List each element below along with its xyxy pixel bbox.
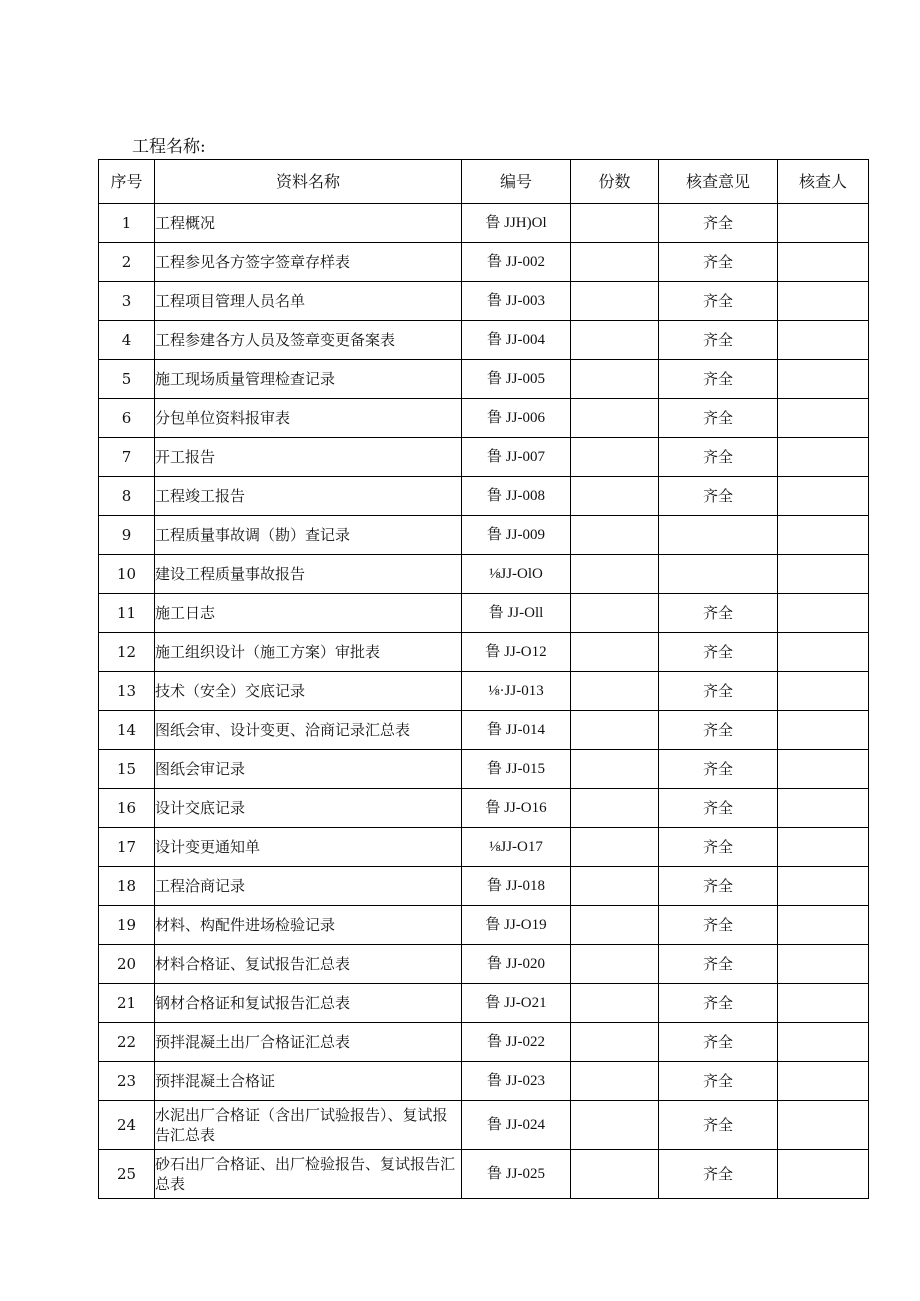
row-checker xyxy=(778,711,869,750)
row-seq: 16 xyxy=(99,789,155,828)
table-row xyxy=(99,750,869,789)
row-copies xyxy=(571,906,659,945)
row-code: 鲁 JJ-006 xyxy=(462,399,571,438)
row-opinion: 齐全 xyxy=(659,399,778,438)
table-row xyxy=(99,399,869,438)
row-opinion: 齐全 xyxy=(659,633,778,672)
row-opinion: 齐全 xyxy=(659,711,778,750)
row-opinion: 齐全 xyxy=(659,438,778,477)
row-code: 鲁 JJH)Ol xyxy=(462,204,571,243)
row-copies xyxy=(571,984,659,1023)
row-checker xyxy=(778,477,869,516)
row-seq: 22 xyxy=(99,1023,155,1062)
row-name: 施工现场质量管理检查记录 xyxy=(155,360,462,399)
row-copies xyxy=(571,633,659,672)
row-seq: 25 xyxy=(99,1150,155,1199)
row-name: 工程概况 xyxy=(155,204,462,243)
row-name: 施工日志 xyxy=(155,594,462,633)
row-checker xyxy=(778,672,869,711)
table-row xyxy=(99,204,869,243)
row-copies xyxy=(571,282,659,321)
row-checker xyxy=(778,828,869,867)
row-seq: 1 xyxy=(99,204,155,243)
row-seq: 11 xyxy=(99,594,155,633)
row-opinion: 齐全 xyxy=(659,828,778,867)
row-seq: 15 xyxy=(99,750,155,789)
row-opinion: 齐全 xyxy=(659,360,778,399)
row-code: ⅛·JJ-013 xyxy=(462,672,571,711)
row-checker xyxy=(778,633,869,672)
row-opinion: 齐全 xyxy=(659,282,778,321)
row-name: 工程竣工报告 xyxy=(155,477,462,516)
row-checker xyxy=(778,1023,869,1062)
row-seq: 3 xyxy=(99,282,155,321)
row-code: ⅛JJ-O17 xyxy=(462,828,571,867)
row-seq: 6 xyxy=(99,399,155,438)
row-opinion: 齐全 xyxy=(659,750,778,789)
row-opinion: 齐全 xyxy=(659,1101,778,1150)
row-name: 建设工程质量事故报告 xyxy=(155,555,462,594)
row-seq: 2 xyxy=(99,243,155,282)
table-row xyxy=(99,906,869,945)
row-name: 砂石出厂合格证、出厂检验报告、复试报告汇总表 xyxy=(155,1150,462,1199)
row-name: 工程参建各方人员及签章变更备案表 xyxy=(155,321,462,360)
row-opinion: 齐全 xyxy=(659,594,778,633)
row-seq: 18 xyxy=(99,867,155,906)
table-row xyxy=(99,633,869,672)
project-name-label: 工程名称: xyxy=(132,137,206,157)
row-seq: 17 xyxy=(99,828,155,867)
row-code: 鲁 JJ-002 xyxy=(462,243,571,282)
table-row xyxy=(99,555,869,594)
table-row xyxy=(99,243,869,282)
table-row xyxy=(99,828,869,867)
row-checker xyxy=(778,867,869,906)
row-code: 鲁 JJ-025 xyxy=(462,1150,571,1199)
row-seq: 21 xyxy=(99,984,155,1023)
row-opinion: 齐全 xyxy=(659,321,778,360)
row-seq: 4 xyxy=(99,321,155,360)
row-opinion: 齐全 xyxy=(659,672,778,711)
row-copies xyxy=(571,594,659,633)
row-name: 分包单位资料报审表 xyxy=(155,399,462,438)
row-code: 鲁 JJ-007 xyxy=(462,438,571,477)
row-checker xyxy=(778,399,869,438)
row-copies xyxy=(571,1150,659,1199)
row-code: 鲁 JJ-014 xyxy=(462,711,571,750)
row-checker xyxy=(778,516,869,555)
row-code: 鲁 JJ-018 xyxy=(462,867,571,906)
row-code: 鲁 JJ-Oll xyxy=(462,594,571,633)
row-copies xyxy=(571,360,659,399)
row-seq: 9 xyxy=(99,516,155,555)
row-copies xyxy=(571,555,659,594)
row-checker xyxy=(778,594,869,633)
header-seq: 序号 xyxy=(99,160,155,204)
row-checker xyxy=(778,438,869,477)
row-name: 图纸会审记录 xyxy=(155,750,462,789)
row-copies xyxy=(571,711,659,750)
row-seq: 7 xyxy=(99,438,155,477)
row-checker xyxy=(778,555,869,594)
row-copies xyxy=(571,945,659,984)
row-copies xyxy=(571,750,659,789)
document-checklist-table xyxy=(98,159,869,1199)
row-name: 工程洽商记录 xyxy=(155,867,462,906)
row-name: 预拌混凝土合格证 xyxy=(155,1062,462,1101)
table-row xyxy=(99,282,869,321)
row-checker xyxy=(778,984,869,1023)
row-copies xyxy=(571,399,659,438)
row-checker xyxy=(778,243,869,282)
row-code: 鲁 JJ-O21 xyxy=(462,984,571,1023)
row-code: 鲁 JJ-008 xyxy=(462,477,571,516)
row-code: 鲁 JJ-005 xyxy=(462,360,571,399)
row-copies xyxy=(571,243,659,282)
row-copies xyxy=(571,1101,659,1150)
table-row xyxy=(99,1023,869,1062)
row-name: 开工报告 xyxy=(155,438,462,477)
row-code: 鲁 JJ-O19 xyxy=(462,906,571,945)
row-copies xyxy=(571,1062,659,1101)
row-opinion: 齐全 xyxy=(659,984,778,1023)
row-checker xyxy=(778,321,869,360)
row-opinion: 齐全 xyxy=(659,789,778,828)
row-seq: 23 xyxy=(99,1062,155,1101)
row-checker xyxy=(778,906,869,945)
row-name: 技术（安全）交底记录 xyxy=(155,672,462,711)
row-code: ⅛JJ-OlO xyxy=(462,555,571,594)
row-checker xyxy=(778,789,869,828)
table-row xyxy=(99,984,869,1023)
row-name: 设计交底记录 xyxy=(155,789,462,828)
header-checker: 核查人 xyxy=(778,160,869,204)
row-code: 鲁 JJ-023 xyxy=(462,1062,571,1101)
row-seq: 13 xyxy=(99,672,155,711)
row-name: 水泥出厂合格证（含出厂试验报告）、复试报告汇总表 xyxy=(155,1101,462,1150)
table-row xyxy=(99,360,869,399)
row-seq: 19 xyxy=(99,906,155,945)
table-row xyxy=(99,477,869,516)
row-copies xyxy=(571,438,659,477)
row-checker xyxy=(778,1150,869,1199)
row-code: 鲁 JJ-009 xyxy=(462,516,571,555)
row-name: 预拌混凝土出厂合格证汇总表 xyxy=(155,1023,462,1062)
row-name: 工程项目管理人员名单 xyxy=(155,282,462,321)
header-code: 编号 xyxy=(462,160,571,204)
table-row xyxy=(99,711,869,750)
row-copies xyxy=(571,516,659,555)
row-copies xyxy=(571,828,659,867)
row-copies xyxy=(571,321,659,360)
row-code: 鲁 JJ-024 xyxy=(462,1101,571,1150)
row-seq: 14 xyxy=(99,711,155,750)
row-opinion xyxy=(659,516,778,555)
row-copies xyxy=(571,1023,659,1062)
row-code: 鲁 JJ-003 xyxy=(462,282,571,321)
table-row xyxy=(99,867,869,906)
row-copies xyxy=(571,789,659,828)
row-opinion: 齐全 xyxy=(659,867,778,906)
table-row xyxy=(99,789,869,828)
row-seq: 24 xyxy=(99,1101,155,1150)
header-copies: 份数 xyxy=(571,160,659,204)
table-row xyxy=(99,1150,869,1199)
row-checker xyxy=(778,1062,869,1101)
row-seq: 5 xyxy=(99,360,155,399)
row-copies xyxy=(571,867,659,906)
row-code: 鲁 JJ-022 xyxy=(462,1023,571,1062)
header-name: 资料名称 xyxy=(155,160,462,204)
row-copies xyxy=(571,204,659,243)
row-name: 施工组织设计（施工方案）审批表 xyxy=(155,633,462,672)
row-code: 鲁 JJ-015 xyxy=(462,750,571,789)
row-name: 材料、构配件进场检验记录 xyxy=(155,906,462,945)
row-seq: 10 xyxy=(99,555,155,594)
table-body xyxy=(99,204,869,1199)
row-opinion: 齐全 xyxy=(659,1150,778,1199)
row-copies xyxy=(571,477,659,516)
row-name: 材料合格证、复试报告汇总表 xyxy=(155,945,462,984)
row-checker xyxy=(778,945,869,984)
table-row xyxy=(99,321,869,360)
header-opinion: 核查意见 xyxy=(659,160,778,204)
row-code: 鲁 JJ-O16 xyxy=(462,789,571,828)
table-row xyxy=(99,594,869,633)
table-row xyxy=(99,1101,869,1150)
row-opinion: 齐全 xyxy=(659,906,778,945)
row-code: 鲁 JJ-004 xyxy=(462,321,571,360)
row-name: 设计变更通知单 xyxy=(155,828,462,867)
table-row xyxy=(99,438,869,477)
row-opinion: 齐全 xyxy=(659,1023,778,1062)
row-seq: 8 xyxy=(99,477,155,516)
row-checker xyxy=(778,1101,869,1150)
table-row xyxy=(99,1062,869,1101)
row-opinion xyxy=(659,555,778,594)
row-name: 工程质量事故调（勘）查记录 xyxy=(155,516,462,555)
row-opinion: 齐全 xyxy=(659,243,778,282)
row-name: 钢材合格证和复试报告汇总表 xyxy=(155,984,462,1023)
table-row xyxy=(99,945,869,984)
row-seq: 12 xyxy=(99,633,155,672)
row-checker xyxy=(778,282,869,321)
row-name: 工程参见各方签字签章存样表 xyxy=(155,243,462,282)
row-checker xyxy=(778,360,869,399)
row-code: 鲁 JJ-020 xyxy=(462,945,571,984)
row-opinion: 齐全 xyxy=(659,204,778,243)
row-code: 鲁 JJ-O12 xyxy=(462,633,571,672)
table-header-row xyxy=(99,160,869,204)
row-opinion: 齐全 xyxy=(659,1062,778,1101)
table-row xyxy=(99,516,869,555)
row-seq: 20 xyxy=(99,945,155,984)
table-row xyxy=(99,672,869,711)
row-name: 图纸会审、设计变更、洽商记录汇总表 xyxy=(155,711,462,750)
row-opinion: 齐全 xyxy=(659,945,778,984)
row-opinion: 齐全 xyxy=(659,477,778,516)
row-checker xyxy=(778,750,869,789)
row-checker xyxy=(778,204,869,243)
row-copies xyxy=(571,672,659,711)
